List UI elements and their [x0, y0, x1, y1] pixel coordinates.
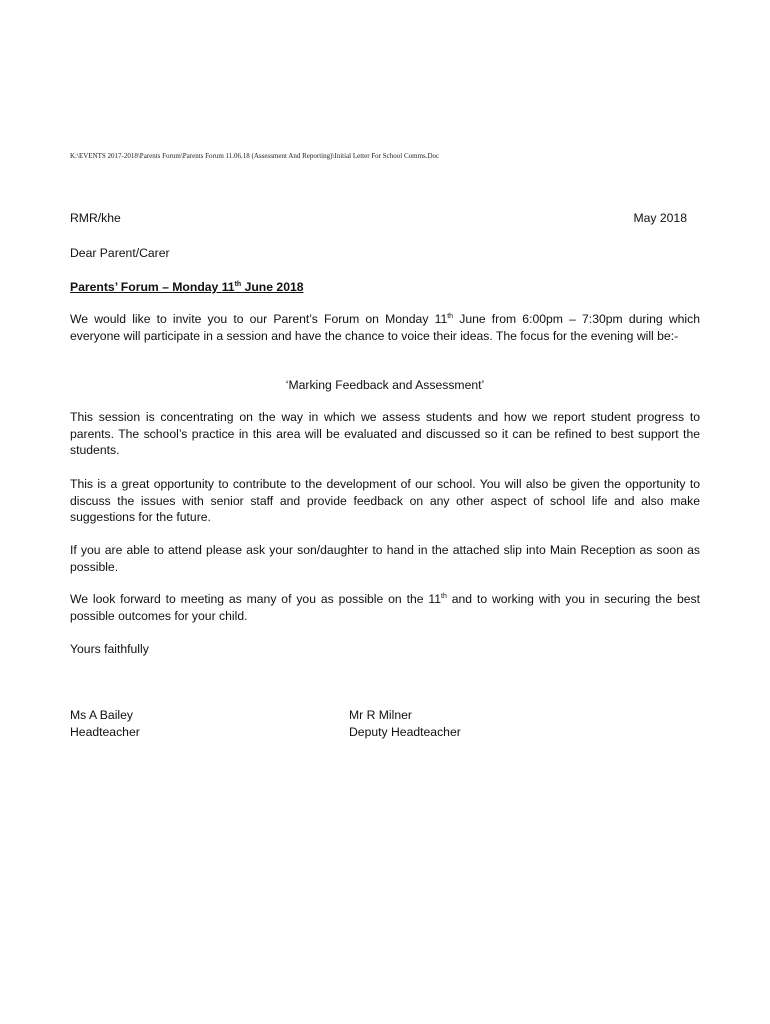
para1-text-end: June from 6:00pm – 7:30pm during which everyone will participate in a session and have the chance to voice their ideas. The focus for the evening will be:-	[70, 312, 701, 343]
paragraph-invitation	[70, 311, 700, 344]
para5-sup: th	[441, 592, 447, 600]
focus-title: ‘Marking Feedback and Assessment’	[285, 378, 485, 392]
paragraph-attend: If you are able to attend please ask your son/daughter to hand in the attached slip into Main Reception as soon as possible.	[70, 543, 700, 574]
heading-text: Parents’ Forum – Monday 11	[70, 280, 235, 294]
paragraph-session: This session is concentrating on the way in which we assess students and how we report student progress to parents. The school’s practice in this area will be evaluated and discussed so it can be refined to best support the students.	[70, 410, 700, 457]
signatory-name: Ms A Bailey	[70, 708, 133, 722]
signatory-title: Headteacher	[70, 724, 140, 739]
letter-reference: RMR/khe	[70, 211, 121, 225]
letter-heading	[70, 279, 700, 296]
signatory-title: Deputy Headteacher	[349, 724, 461, 739]
paragraph-opportunity: This is a great opportunity to contribute to the development of our school. You will also be given the opportunity to discuss the issues with senior staff and provide feedback on any other aspect of school life and also make suggestions for the future.	[70, 477, 700, 524]
para1-text: We would like to invite you to our Parent’s Forum on Monday 11	[70, 312, 448, 326]
closing: Yours faithfully	[70, 642, 149, 656]
signatory-deputy	[349, 707, 461, 740]
heading-text-end: June 2018	[241, 280, 304, 294]
para1-sup: th	[447, 312, 454, 320]
heading-sup: th	[234, 280, 242, 288]
para5-text: We look forward to meeting as many of you as possible on the 11	[70, 592, 442, 606]
signatory-name: Mr R Milner	[349, 708, 412, 722]
salutation: Dear Parent/Carer	[70, 246, 170, 260]
paragraph-look-forward	[70, 591, 700, 624]
letter-date: May 2018	[633, 211, 687, 225]
signatory-headteacher	[70, 707, 140, 740]
para5-text-end: and to working with you in securing the best possible outcomes for your child.	[70, 592, 700, 623]
file-path: K:\EVENTS 2017-2018\Parents Forum\Parents Forum 11.06.18 (Assessment And Reporting)\Initial Letter For School Comms.Doc	[70, 152, 440, 160]
